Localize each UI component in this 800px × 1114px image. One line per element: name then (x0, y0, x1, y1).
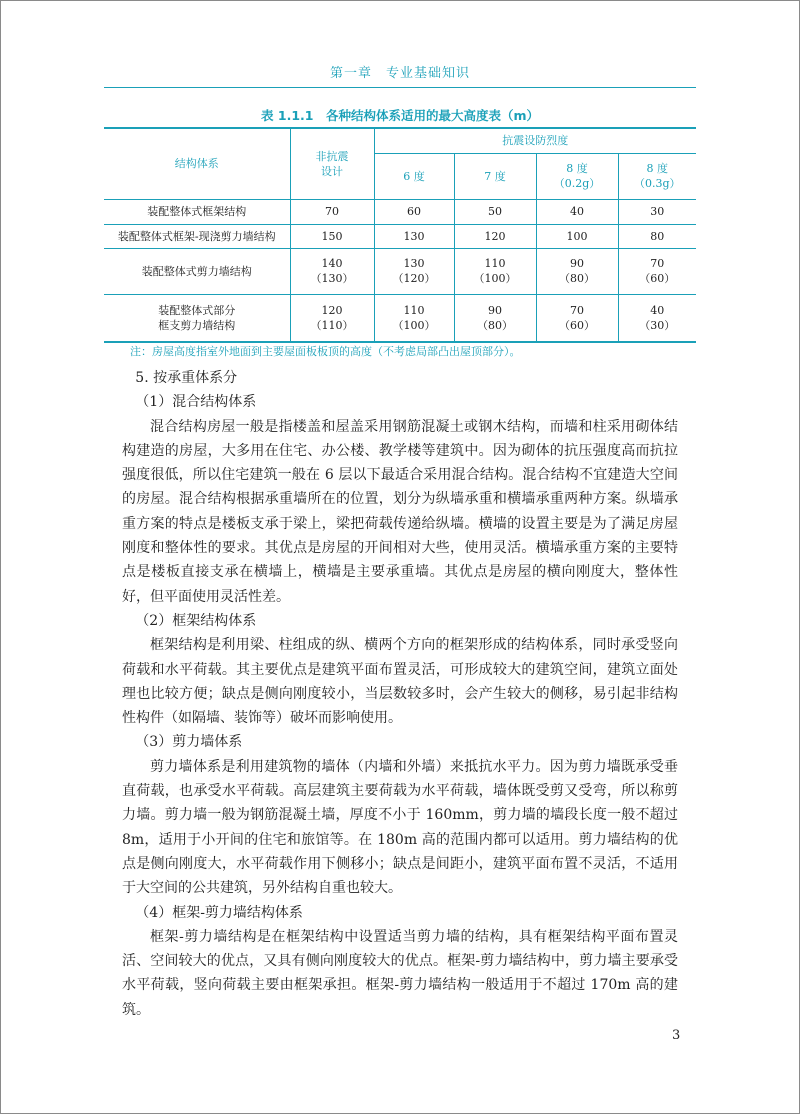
paragraph-frame-shear-wall: 框架-剪力墙结构是在框架结构中设置适当剪力墙的结构，具有框架结构平面布置灵活、空间较大的优点，又具有侧向刚度较大的优点。框架-剪力墙结构中，剪力墙主要承受水平荷载，竖向荷载主要由框架承担。框架-剪力墙结构一般适用于不超过 170m 高的建筑。 (122, 928, 678, 1018)
header-nonseismic-line2: 设计 (321, 164, 343, 178)
cell-value: 90 (488, 303, 502, 317)
cell-value-alt: （130） (310, 272, 354, 285)
cell-value: 110 (484, 257, 506, 270)
subheading-frame-shear-wall: （4）框架-剪力墙结构体系 (135, 904, 303, 921)
cell: 120 (454, 224, 536, 248)
running-header: 第一章 专业基础知识 (329, 66, 470, 81)
header-8-degree-02g (536, 153, 618, 199)
row-name: 装配整体式框架-现浇剪力墙结构 (104, 224, 290, 248)
page-number: 3 (672, 1028, 681, 1043)
cell: 40 (536, 199, 618, 224)
row-name: 装配整体式框架结构 (104, 199, 290, 224)
cell: 100 (536, 224, 618, 248)
cell-value: 70 (570, 303, 584, 317)
table-note: 注：房屋高度指室外地面到主要屋面板板顶的高度（不考虑局部凸出屋顶部分）。 (130, 345, 521, 358)
header-structure-system: 结构体系 (104, 128, 290, 199)
cell (618, 294, 696, 342)
cell-value: 130 (403, 257, 425, 270)
cell (290, 294, 374, 342)
paragraph-mixed-structure: 混合结构房屋一般是指楼盖和屋盖采用钢筋混凝土或钢木结构，而墙和柱采用砌体结构建造的房屋，大多用在住宅、办公楼、教学楼等建筑中。因为砌体的抗压强度高而抗拉强度很低，所以住宅建筑一般在 6 层以下最适合采用混合结构。混合结构不宜建造大空间的房屋。混合结构根据承重墙所在的位置，划分为纵墙承重和横墙承重两种方案。纵墙承重方案的特点是楼板支承于梁上，梁把荷载传递给纵墙。横墙的设置主要是为了满足房屋刚度和整体性的要求。其优点是房屋的开间相对大些，使用灵活。横墙承重方案的主要特点是楼板直接支承在横墙上，横墙是主要承重墙。其优点是房屋的横向刚度大，整体性好，但平面使用灵活性差。 (122, 418, 678, 605)
header-8a-line1: 8 度 (566, 162, 588, 175)
header-8a-line2: （0.2g） (553, 177, 601, 190)
cell (536, 294, 618, 342)
cell-value-alt: （100） (392, 318, 436, 332)
subheading-frame-structure: （2）框架结构体系 (135, 612, 257, 629)
height-table (104, 127, 696, 343)
cell-value: 70 (650, 257, 665, 270)
row-name-line1: 装配整体式部分 (158, 303, 236, 317)
cell-value: 110 (403, 303, 425, 317)
table-row (104, 224, 696, 248)
section-heading: 5. 按承重体系分 (135, 370, 238, 386)
header-nonseismic (290, 128, 374, 199)
cell-value: 140 (321, 257, 343, 270)
table-row (104, 294, 696, 342)
cell: 70 (290, 199, 374, 224)
cell: 130 (374, 224, 454, 248)
cell: 30 (618, 199, 696, 224)
cell: 50 (454, 199, 536, 224)
paragraph-frame-structure: 框架结构是利用梁、柱组成的纵、横两个方向的框架形成的结构体系，同时承受竖向荷载和水平荷载。其主要优点是建筑平面布置灵活，可形成较大的建筑空间，建筑立面处理也比较方便；缺点是侧向刚度较小，当层数较多时，会产生较大的侧移，易引起非结构性构件（如隔墙、装饰等）破坏而影响使用。 (122, 637, 678, 727)
header-nonseismic-line1: 非抗震 (315, 149, 349, 163)
cell-value: 40 (650, 303, 665, 317)
row-name (104, 294, 290, 342)
cell (374, 294, 454, 342)
header-8-degree-03g (618, 153, 696, 199)
cell-value: 120 (321, 303, 343, 317)
cell (374, 248, 454, 294)
table-row (104, 199, 696, 224)
cell (618, 248, 696, 294)
header-rule (104, 87, 696, 88)
row-name-line2: 框支剪力墙结构 (158, 318, 236, 332)
cell-value-alt: （60） (559, 318, 595, 332)
subheading-shear-wall: （3）剪力墙体系 (135, 734, 243, 751)
cell-value-alt: （30） (639, 318, 676, 332)
table-title: 表 1.1.1 各种结构体系适用的最大高度表（m） (261, 108, 539, 123)
cell-value-alt: （100） (473, 272, 517, 285)
subheading-mixed-structure: （1）混合结构体系 (135, 394, 257, 411)
header-8b-line2: （0.3g） (633, 177, 681, 190)
cell-value-alt: （80） (477, 318, 513, 332)
cell: 60 (374, 199, 454, 224)
cell (290, 248, 374, 294)
paragraph-shear-wall: 剪力墙体系是利用建筑物的墙体（内墙和外墙）来抵抗水平力。因为剪力墙既承受垂直荷载，也承受水平荷载。高层建筑主要荷载为水平荷载，墙体既受剪又受弯，所以称剪力墙。剪力墙一般为钢筋混凝土墙，厚度不小于 160mm，剪力墙的墙段长度一般不超过 8m，适用于小开间的住宅和旅馆等。在 180m 高的范围内都可以适用。剪力墙结构的优点是侧向刚度大，水平荷载作用下侧移小；缺点是间距小，建筑平面布置不灵活，不适用于大空间的公共建筑，另外结构自重也较大。 (122, 758, 678, 897)
cell-value: 90 (570, 257, 584, 270)
header-8b-line1: 8 度 (646, 162, 668, 175)
cell (454, 294, 536, 342)
header-7-degree: 7 度 (454, 153, 536, 199)
row-name: 装配整体式剪力墙结构 (104, 248, 290, 294)
body-text (122, 366, 678, 1022)
cell: 150 (290, 224, 374, 248)
cell-value-alt: （80） (559, 272, 595, 285)
cell (536, 248, 618, 294)
header-seismic-intensity: 抗震设防烈度 (374, 128, 696, 153)
cell-value-alt: （110） (310, 318, 354, 332)
cell: 80 (618, 224, 696, 248)
cell-value-alt: （60） (639, 272, 676, 285)
cell-value-alt: （120） (392, 272, 436, 285)
cell (454, 248, 536, 294)
table-row (104, 248, 696, 294)
header-6-degree: 6 度 (374, 153, 454, 199)
